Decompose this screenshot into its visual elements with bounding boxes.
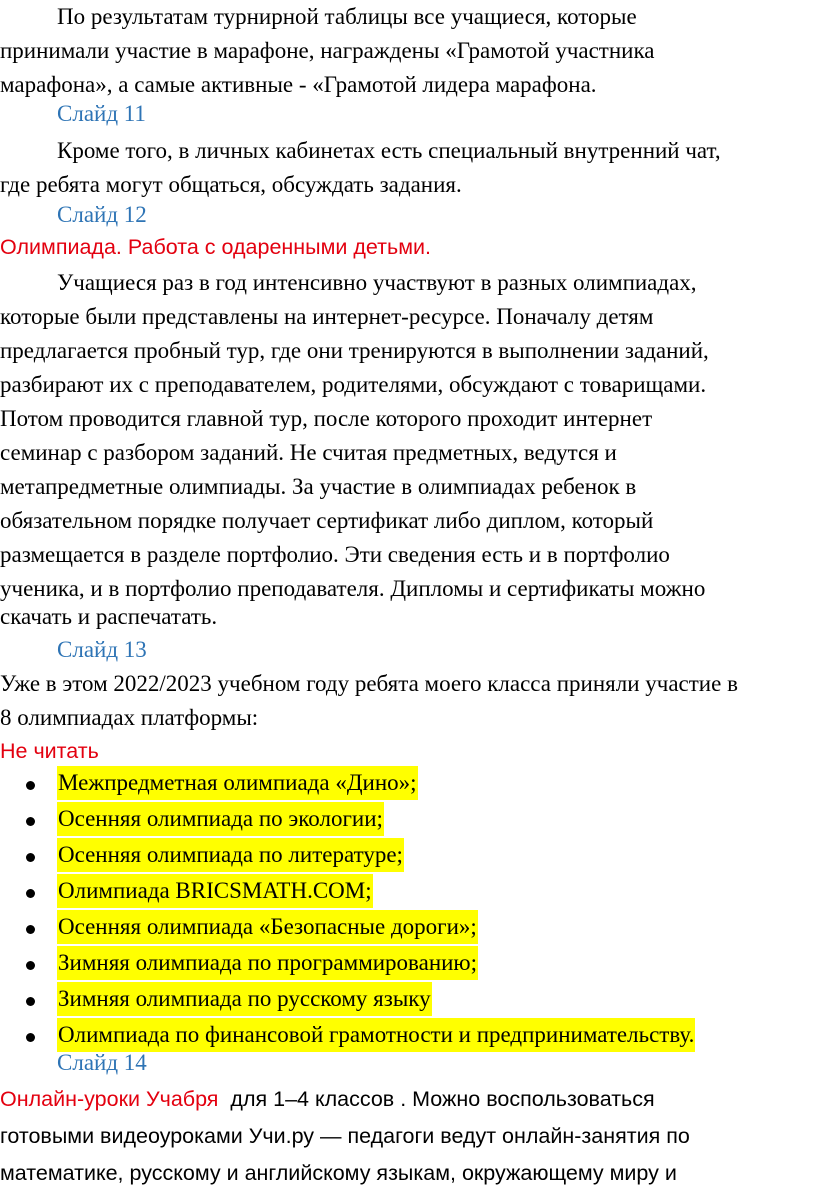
text-line: размещается в разделе портфолио. Эти сведения есть и в портфолио xyxy=(0,542,670,567)
list-item-text: Осенняя олимпиада «Безопасные дороги»; xyxy=(57,910,478,944)
bullet-icon xyxy=(26,889,35,898)
text-line: метапредметные олимпиады. За участие в олимпиадах ребенок в xyxy=(0,474,637,499)
text-line: Потом проводится главной тур, после которого проходит интернет xyxy=(0,406,653,431)
text-line: 8 олимпиадах платформы: xyxy=(0,705,259,730)
list-item-text: Осенняя олимпиада по литературе; xyxy=(57,838,404,872)
list-item-text: Зимняя олимпиада по русскому языку xyxy=(57,982,432,1016)
bullet-icon xyxy=(26,961,35,970)
bullet-icon xyxy=(26,781,35,790)
bullet-icon xyxy=(26,817,35,826)
online-lessons-text: для 1–4 классов . Можно воспользоваться xyxy=(218,1087,655,1111)
text-line: предлагается пробный тур, где они тренируются в выполнении заданий, xyxy=(0,338,709,363)
bullet-icon xyxy=(26,925,35,934)
text-line: разбирают их с преподавателем, родителями, обсуждают с товарищами. xyxy=(0,372,707,397)
text-line: где ребята могут общаться, обсуждать задания. xyxy=(0,172,462,197)
text-line: ученика, и в портфолио преподавателя. Дипломы и сертификаты можно xyxy=(0,576,706,601)
text-line: принимали участие в марафоне, награждены «Грамотой участника xyxy=(0,38,655,63)
slide-11-label: Слайд 11 xyxy=(57,101,146,126)
slide-12-label: Слайд 12 xyxy=(57,202,147,227)
slide-14-label: Слайд 14 xyxy=(57,1050,147,1075)
bullet-icon xyxy=(26,997,35,1006)
list-item-text: Межпредметная олимпиада «Дино»; xyxy=(57,766,418,800)
list-item-text: Олимпиада по финансовой грамотности и предпринимательству. xyxy=(57,1018,695,1052)
text-line: По результатам турнирной таблицы все учащиеся, которые xyxy=(57,4,637,29)
online-lessons-title: Онлайн-уроки Учабря xyxy=(0,1087,219,1111)
text-line: обязательном порядке получает сертификат либо диплом, который xyxy=(0,508,654,533)
text-line: готовыми видеоуроками Учи.ру — педагоги ведут онлайн-занятия по xyxy=(0,1124,690,1148)
slide-13-label: Слайд 13 xyxy=(57,637,147,662)
text-line: которые были представлены на интернет-ресурсе. Поначалу детям xyxy=(0,304,654,329)
list-item-text: Осенняя олимпиада по экологии; xyxy=(57,802,384,836)
text-line: скачать и распечатать. xyxy=(0,604,218,629)
text-line: марафона», а самые активные - «Грамотой лидера марафона. xyxy=(0,72,597,97)
bullet-icon xyxy=(26,1033,35,1042)
text-line: Уже в этом 2022/2023 учебном году ребята моего класса приняли участие в xyxy=(0,671,738,696)
do-not-read-note: Не читать xyxy=(0,739,99,763)
text-line: Кроме того, в личных кабинетах есть специальный внутренний чат, xyxy=(57,138,721,163)
olympiad-heading: Олимпиада. Работа с одаренными детьми. xyxy=(0,235,431,259)
bullet-icon xyxy=(26,853,35,862)
text-line: семинар с разбором заданий. Не считая предметных, ведутся и xyxy=(0,440,617,465)
text-line: Учащиеся раз в год интенсивно участвуют в разных олимпиадах, xyxy=(57,270,697,295)
list-item-text: Зимняя олимпиада по программированию; xyxy=(57,946,478,980)
text-line xyxy=(0,1082,655,1116)
list-item-text: Олимпиада BRICSMATH.COM; xyxy=(57,874,373,908)
text-line: математике, русскому и английскому языкам, окружающему миру и xyxy=(0,1161,677,1185)
